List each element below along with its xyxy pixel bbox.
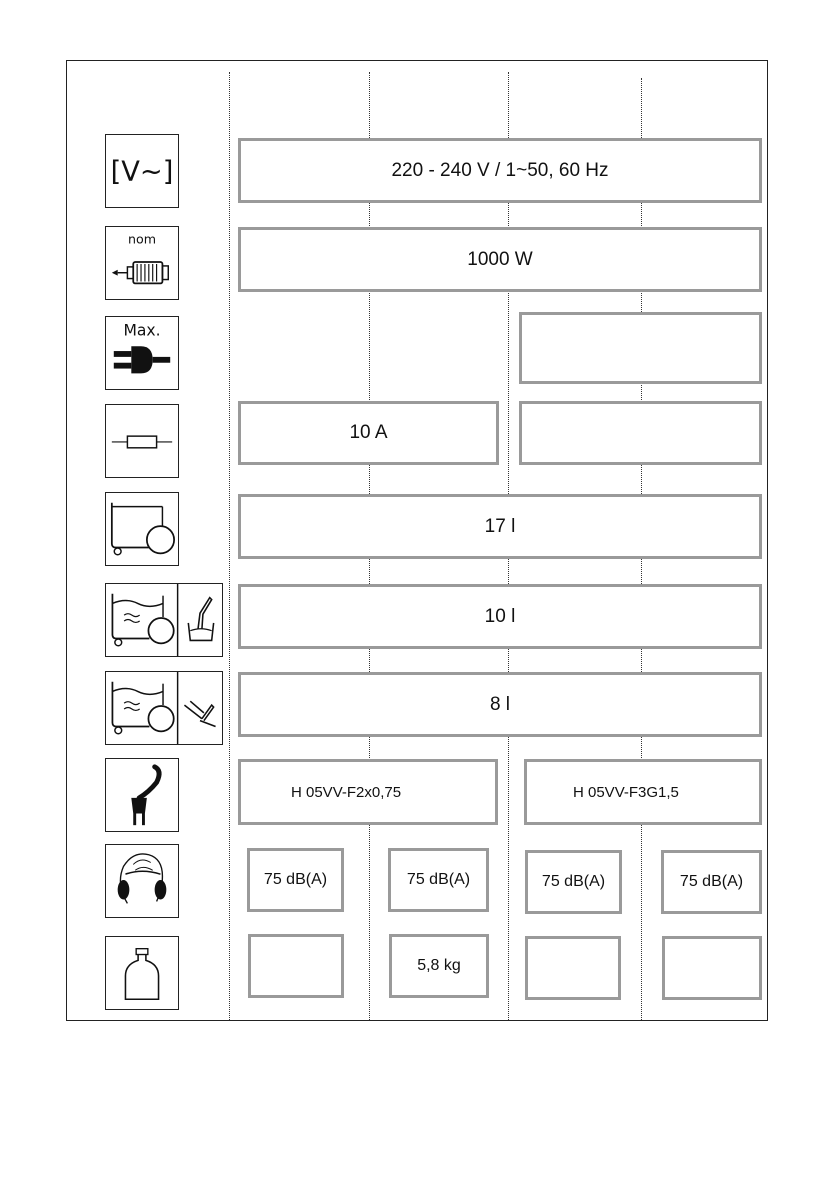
noise-value-box-1 [247, 848, 344, 912]
water-suction-icon [105, 583, 223, 657]
plug-icon-label: Max. [123, 321, 161, 340]
max-socket-value-box [519, 312, 762, 384]
voltage-value: 220 - 240 V / 1~50, 60 Hz [391, 159, 609, 181]
weight-value-box-2 [389, 934, 489, 998]
voltage-icon-label: [V~] [110, 156, 174, 188]
noise-value-3: 75 dB(A) [541, 873, 606, 890]
power-value-box [238, 227, 762, 292]
cable-value-box-right [524, 759, 762, 825]
noise-value-2: 75 dB(A) [406, 871, 471, 888]
weight-value-2: 5,8 kg [417, 957, 461, 974]
noise-value-box-2 [388, 848, 489, 912]
weight-icon [105, 936, 179, 1010]
weight-value-box-1 [248, 934, 344, 998]
noise-value-1: 75 dB(A) [263, 871, 328, 888]
water-suction-value-box [238, 584, 762, 649]
water-suction-value: 10 l [484, 605, 516, 627]
fuse-value-box-left [238, 401, 499, 465]
cable-value-box-left [238, 759, 498, 825]
fuse-icon [105, 404, 179, 478]
ear-protection-icon [105, 844, 179, 918]
tank-icon [105, 492, 179, 566]
weight-value-box-4 [662, 936, 762, 1000]
power-cord-icon [105, 758, 179, 832]
noise-value-box-3 [525, 850, 622, 914]
power-value: 1000 W [467, 248, 533, 270]
voltage-icon [105, 134, 179, 208]
cable-value-right: H 05VV-F3G1,5 [573, 783, 679, 801]
noise-value-4: 75 dB(A) [679, 873, 744, 890]
fuse-value-left: 10 A [349, 422, 388, 443]
voltage-value-box [238, 138, 762, 203]
fuse-value-box-right [519, 401, 762, 465]
tank-value: 17 l [484, 515, 516, 537]
plug-icon [105, 316, 179, 390]
weight-value-box-3 [525, 936, 621, 1000]
motor-icon-label: nom [127, 231, 157, 247]
column-divider-1 [229, 72, 230, 1020]
tank-value-box [238, 494, 762, 559]
floor-suction-value-box [238, 672, 762, 737]
cable-value-left: H 05VV-F2x0,75 [291, 783, 402, 801]
floor-nozzle-icon [105, 671, 223, 745]
noise-value-box-4 [661, 850, 762, 914]
floor-suction-value: 8 l [489, 693, 511, 715]
motor-icon [105, 226, 179, 300]
